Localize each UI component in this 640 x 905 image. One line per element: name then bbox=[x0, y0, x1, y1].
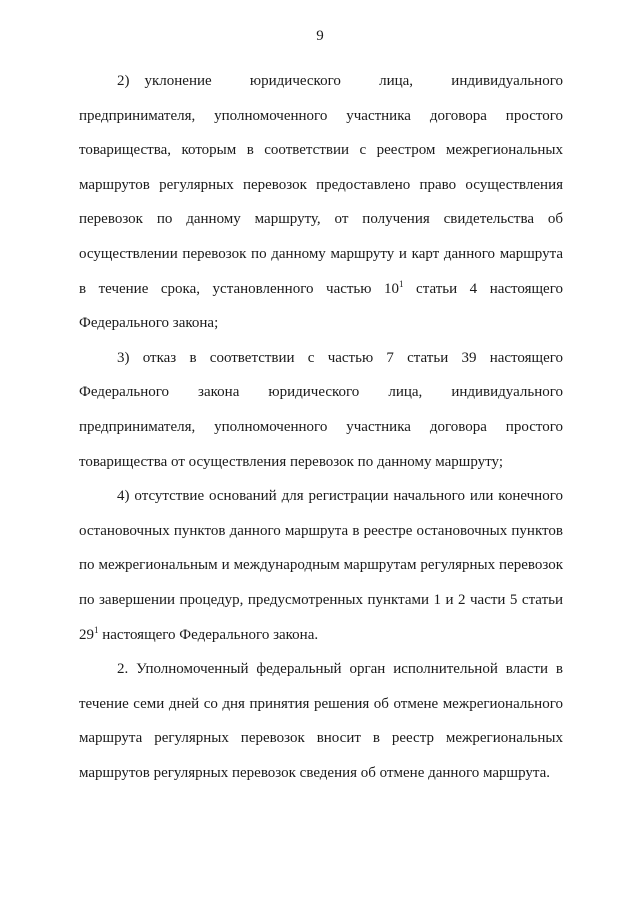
superscript: 1 bbox=[94, 624, 99, 635]
paragraph-text: 4) отсутствие оснований для регистрации начального или конечного остановочных пунктов данного маршрута в реестре остановочных пунктов по межрегиональным и международным маршрутам регулярных перевозок по завершении процедур, предусмотренных пунктами 1 и 2 части 5 статьи 29 bbox=[79, 488, 563, 643]
paragraph-text: 2. Уполномоченный федеральный орган исполнительной власти в течение семи дней со дня принятия решения об отмене межрегионального маршрута регулярных перевозок вносит в реестр межрегиональных маршрутов регулярных перевозок сведения об отмене данного маршрута. bbox=[79, 661, 563, 781]
paragraph-text: 2) уклонение юридического лица, индивидуального предпринимателя, уполномоченного участника договора простого товарищества, которым в соответствии с реестром межрегиональных маршрутов регулярных перевозок предоставлено право осуществления перевозок по данному маршруту, от получения свидетельства об осуществлении перевозок по данному маршруту и карт данного маршрута в течение срока, установленного частью 10 bbox=[79, 73, 563, 297]
paragraph-item-4 bbox=[79, 479, 563, 652]
paragraph-text-tail: настоящего Федерального закона. bbox=[98, 626, 319, 643]
superscript: 1 bbox=[399, 278, 404, 289]
paragraph-part-2 bbox=[79, 652, 563, 790]
paragraph-item-2 bbox=[79, 64, 563, 341]
document-body bbox=[79, 64, 563, 790]
paragraph-text: 3) отказ в соответствии с частью 7 статьи 39 настоящего Федерального закона юридического лица, индивидуального предпринимателя, уполномоченного участника договора простого товарищества от осуществления перевозок по данному маршруту; bbox=[79, 349, 563, 470]
paragraph-item-3 bbox=[79, 341, 563, 479]
page-number: 9 bbox=[316, 28, 324, 44]
paragraph-text-tail: статьи 4 настоящего Федерального закона; bbox=[79, 280, 563, 332]
